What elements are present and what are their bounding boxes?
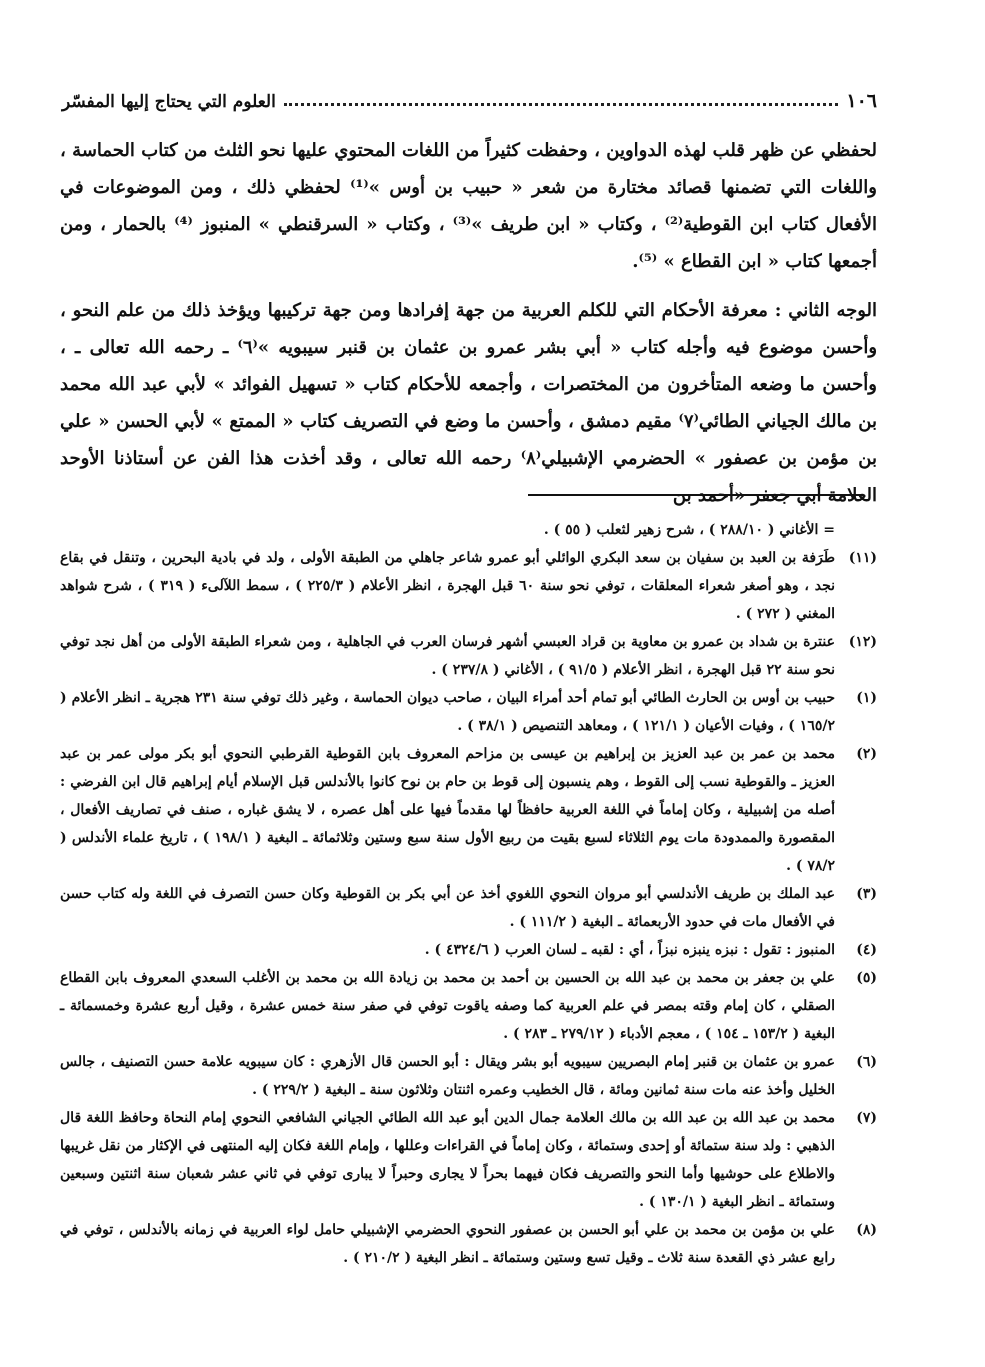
page-number: ١٠٦ xyxy=(846,90,877,112)
footnote-number: (١) xyxy=(856,690,877,706)
footnote-text: عبد الملك بن طريف الأندلسي أبو مروان النحوي اللغوي أخذ عن أبي بكر بن القوطية وكان حسن التصرف في اللغة وله كتاب حسن في الأفعال مات في حدود الأربعمائة ـ البغية ( ١١١/٢ ) . xyxy=(60,886,835,930)
footnote-5 xyxy=(60,964,877,1048)
footnote-number: (١١) xyxy=(848,550,877,566)
footnote-number: (٦) xyxy=(856,1054,877,1070)
running-header xyxy=(62,84,877,112)
footnote-continuation xyxy=(60,516,877,544)
footnote-number: (٣) xyxy=(856,886,877,902)
header-dot-leader xyxy=(284,103,839,106)
footnote-8 xyxy=(60,1216,877,1272)
footnote-number: (٧) xyxy=(856,1110,877,1126)
footnote-text: محمد بن عمر بن عبد العزيز بن إبراهيم بن عيسى بن مزاحم المعروف بابن القوطية القرطبي النحوي أبو بكر مولى عمر بن عبد العزيز ـ والقوطية نسب إلى القوط ، وهم ينسبون إلى قوط بن حام بن نوح كانوا بالأندلس قبل الإسلام أيام إبراهيم قال ابن الفرضي : أصله من إشبيلية ، وكان إماماً في اللغة العربية حافظاً لها مقدماً فيها على أهل عصره ، لا يشق غباره ، صنف في تصاريف الأفعال ، المقصورة والممدودة مات يوم الثلاثاء لسبع بقيت من ربيع الأول سنة سبع وستين وثلاثمائة ـ البغية ( ١٩٨/١ ) ، تاريخ علماء الأندلس ( ٧٨/٢ ) . xyxy=(60,746,835,874)
footnote-text: عمرو بن عثمان بن قنبر إمام البصريين سيبويه أبو بشر ويقال : أبو الحسن قال الأزهري : كان سيبويه علامة حسن التصنيف ، جالس الخليل وأخذ عنه مات سنة ثمانين ومائة ، قال الخطيب وعمره اثنتان وثلاثون سنة ـ البغية ( ٢٢٩/٢ ) . xyxy=(60,1054,835,1098)
footnote-3 xyxy=(60,880,877,936)
footnote-text: محمد بن عبد الله بن عبد الله بن مالك العلامة جمال الدين أبو عبد الله الطائي الجياني الشافعي النحوي إمام النحاة وحافظ اللغة قال الذهبي : ولد سنة ستمائة أو إحدى وستمائة ، وكان إماماً في القراءات وعللها ، وإمام اللغة فكان إليه المنتهى في الإكثار من نقل غريبها والاطلاع على حوشيها وأما النحو والتصريف فكان فيهما بحراً لا يجارى وحبراً لا يبارى توفي في ثاني عشر شعبان سنة اثنتين وسبعين وستمائة ـ انظر البغية ( ١٣٠/١ ) . xyxy=(60,1110,835,1210)
paragraph-2-lead: الوجه الثاني xyxy=(788,300,878,321)
footnote-text: المنبوز : تقول : نبزه ينبزه نبزاً ، أي : لقبه ـ لسان العرب ( ٤٣٢٤/٦ ) . xyxy=(424,942,835,958)
footnote-text: حبيب بن أوس بن الحارث الطائي أبو تمام أحد أمراء البيان ، صاحب ديوان الحماسة ، وغير ذلك توفي سنة ٢٣١ هجرية ـ انظر الأعلام ( ١٦٥/٢ ) ، وفيات الأعيان ( ١٢١/١ ) ، ومعاهد التنصيص ( ٣٨/١ ) . xyxy=(60,690,835,734)
footnote-1 xyxy=(60,684,877,740)
footnote-text: عنترة بن شداد بن عمرو بن معاوية بن قراد العبسي أشهر فرسان العرب في الجاهلية ، ومن شعراء الطبقة الأولى من أهل نجد توفي نحو سنة ٢٢ قبل الهجرة ، انظر الأعلام ( ٩١/٥ ) ، الأغاني ( ٢٣٧/٨ ) . xyxy=(60,634,835,678)
footnote-11 xyxy=(60,544,877,628)
footnote-text: = الأغاني ( ٢٨٨/١٠ ) ، شرح زهير لثعلب ( ٥٥ ) . xyxy=(543,522,835,538)
footnote-number: (٢) xyxy=(856,746,877,762)
footnotes xyxy=(60,516,877,1272)
running-title: العلوم التي يحتاج إليها المفسّر xyxy=(62,92,276,112)
footnote-separator xyxy=(528,494,861,496)
footnote-text: طَرَفة بن العبد بن سفيان بن سعد البكري الوائلي أبو عمرو شاعر جاهلي من الطبقة الأولى ، ولد في بادية البحرين ، وتنقل في بقاع نجد ، وهو أصغر شعراء المعلقات ، توفي نحو سنة ٦٠ قبل الهجرة ، انظر الأعلام ( ٢٢٥/٣ ) ، سمط اللآلىء ( ٣١٩ ) ، شرح شواهد المغني ( ٢٧٢ ) . xyxy=(60,550,836,622)
footnote-number: (٥) xyxy=(856,970,877,986)
paragraph-2 xyxy=(60,292,877,514)
footnote-text: علي بن مؤمن بن محمد بن علي أبو الحسن بن عصفور النحوي الحضرمي الإشبيلي حامل لواء العربية في زمانه بالأندلس ، توفي في رابع عشر ذي القعدة سنة ثلاث ـ وقيل تسع وستين وستمائة ـ انظر البغية ( ٢١٠/٢ ) . xyxy=(60,1222,835,1266)
footnote-number: (٤) xyxy=(856,942,877,958)
footnote-7 xyxy=(60,1104,877,1216)
footnote-number: (٨) xyxy=(856,1222,877,1238)
footnote-4 xyxy=(60,936,877,964)
paragraph-2-text: : معرفة الأحكام التي للكلم العربية من جهة إفرادها ومن جهة تركيبها ويؤخذ ذلك من علم النحو ، وأحسن موضوع فيه وأجله كتاب « أبي بشر عمرو بن عثمان بن قنبر سيبويه »⁽٦⁾ ـ رحمه الله تعالى ـ ، وأحسن ما وضعه المتأخرون من المختصرات ، وأجمعه للأحكام كتاب « تسهيل الفوائد » لأبي عبد الله محمد بن مالك الجياني الطائي⁽٧⁾ مقيم دمشق ، وأحسن ما وضع في التصريف كتاب « الممتع » لأبي الحسن « علي بن مؤمن بن عصفور » الحضرمي الإشبيلي⁽٨⁾ رحمه الله تعالى ، وقد أخذت هذا الفن عن أستاذنا الأوحد العلامة أبي جعفر «أحمد بن xyxy=(60,300,878,506)
footnote-12 xyxy=(60,628,877,684)
main-text xyxy=(60,132,877,526)
footnote-number: (١٢) xyxy=(848,634,877,650)
footnote-text: علي بن جعفر بن محمد بن عبد الله بن الحسين بن أحمد بن محمد بن زيادة الله بن محمد بن الأغلب السعدي المعروف بابن القطاع الصقلي ، كان إمام وقته بمصر في علم العربية كما وصفه ياقوت توفي في صفر سنة خمس عشرة ، وقيل أربع عشرة وخمسمائة ـ البغية ( ١٥٣/٢ ـ ١٥٤ ) ، معجم الأدباء ( ٢٧٩/١٢ ـ ٢٨٣ ) . xyxy=(60,970,835,1042)
footnote-6 xyxy=(60,1048,877,1104)
footnote-2 xyxy=(60,740,877,880)
paragraph-1: لحفظي عن ظهر قلب لهذه الدواوين ، وحفظت كثيراً من اللغات المحتوي عليها نحو الثلث من كتاب الحماسة ، واللغات التي تضمنها قصائد مختارة من شعر « حبيب بن أوس »⁽¹⁾ لحفظي ذلك ، ومن الموضوعات في الأفعال كتاب ابن القوطية⁽²⁾ ، وكتاب « ابن طريف »⁽³⁾ ، وكتاب « السرقنطي » المنبوز ⁽⁴⁾ بالحمار ، ومن أجمعها كتاب « ابن القطاع » ⁽⁵⁾. xyxy=(60,140,878,272)
